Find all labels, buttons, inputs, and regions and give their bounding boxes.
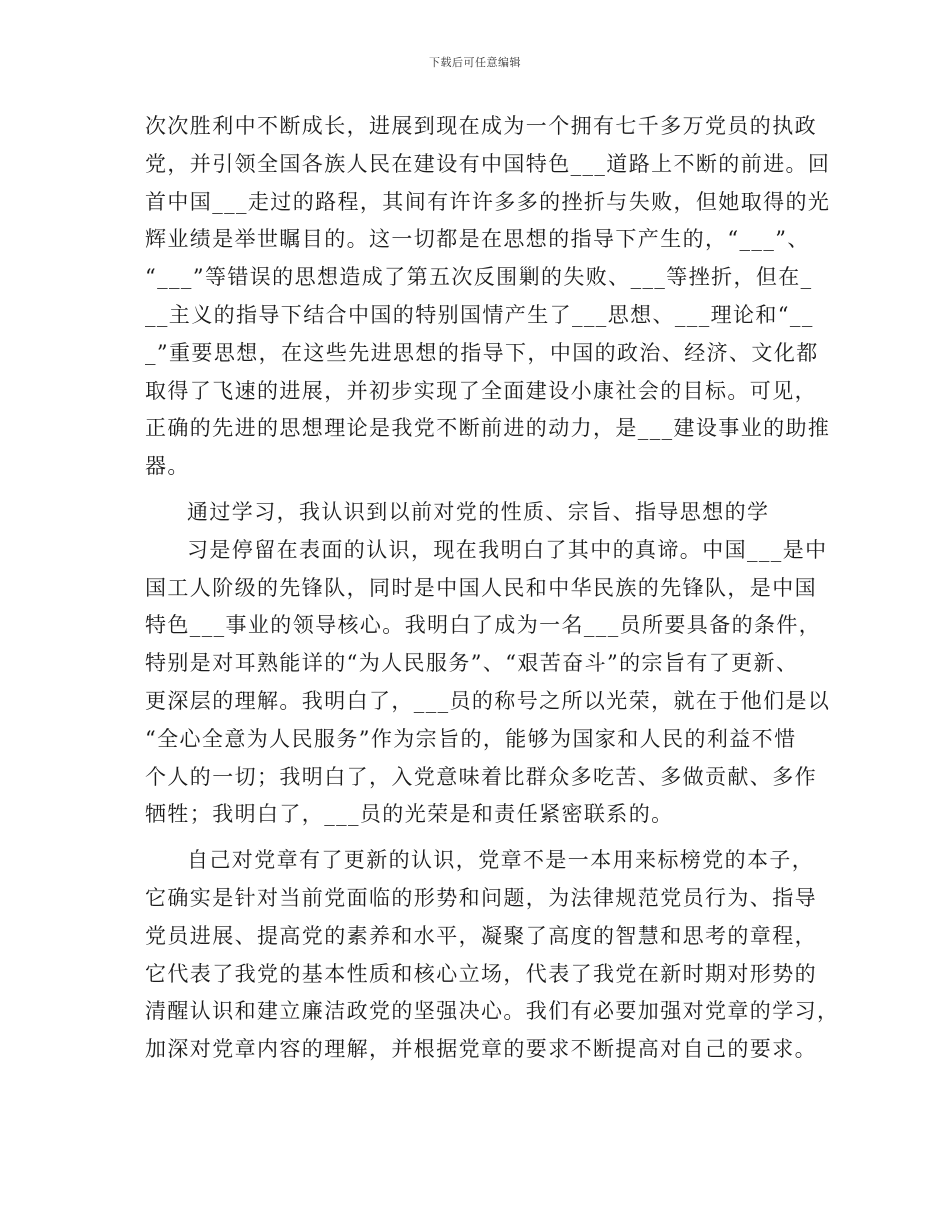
text-line: __主义的指导下结合中国的特别国情产生了___思想、___理论和“__ — [145, 302, 814, 327]
text-line: 党员进展、提高党的素养和水平，凝聚了高度的智慧和思考的章程， — [145, 923, 817, 948]
text-line: 通过学习，我认识到以前对党的性质、宗旨、指导思想的学 — [187, 499, 770, 524]
paragraph-4 — [145, 842, 840, 1069]
text-line: _”重要思想，在这些先进思想的指导下，中国的政治、经济、文化都 — [145, 340, 819, 365]
text-line: 特色___事业的领导核心。我明白了成为一名___员所要具备的条件， — [145, 613, 822, 638]
paragraph-1 — [145, 108, 831, 486]
paragraph-3 — [145, 532, 831, 834]
text-line: 取得了飞速的进展，并初步实现了全面建设小康社会的目标。可见， — [145, 378, 817, 403]
text-line: 党，并引领全国各族人民在建设有中国特色___道路上不断的前进。回 — [145, 151, 831, 176]
text-line: 个人的一切；我明白了，入党意味着比群众多吃苦、多做贡献、多作 — [145, 764, 817, 789]
text-line: 自己对党章有了更新的认识，党章不是一本用来标榜党的本子， — [187, 848, 815, 873]
text-line: 正确的先进的思想理论是我党不断前进的动力，是___建设事业的助推 — [145, 416, 831, 441]
text-line: 清醒认识和建立廉洁政党的坚强决心。我们有必要加强对党章的学习， — [145, 999, 840, 1024]
text-line: “全心全意为人民服务”作为宗旨的，能够为国家和人民的利益不惜 — [145, 726, 797, 751]
page-header-note: 下载后可任意编辑 — [429, 56, 521, 69]
text-line: 首中国___走过的路程，其间有许许多多的挫折与失败，但她取得的光 — [145, 189, 831, 214]
text-line: 它代表了我党的基本性质和核心立场，代表了我党在新时期对形势的 — [145, 961, 817, 986]
document-body — [145, 108, 840, 1069]
text-line: 更深层的理解。我明白了，___员的称号之所以光荣，就在于他们是以 — [145, 688, 831, 713]
text-line: 它确实是针对当前党面临的形势和问题，为法律规范党员行为、指导 — [145, 885, 817, 910]
text-line: 牺牲；我明白了，___员的光荣是和责任紧密联系的。 — [145, 802, 674, 827]
paragraph-2 — [145, 494, 825, 532]
text-line: 器。 — [145, 454, 190, 479]
text-line: “___”等错误的思想造成了第五次反围剿的失败、___等挫折，但在_ — [145, 265, 813, 290]
text-line: 次次胜利中不断成长，进展到现在成为一个拥有七千多万党员的执政 — [145, 114, 817, 138]
text-line: 国工人阶级的先锋队，同时是中国人民和中华民族的先锋队，是中国 — [145, 575, 817, 600]
text-line: 特别是对耳熟能详的“为人民服务”、“艰苦奋斗”的宗旨有了更新、 — [145, 651, 799, 676]
text-line: 加深对党章内容的理解，并根据党章的要求不断提高对自己的要求。 — [145, 1037, 817, 1062]
text-line: 辉业绩是举世瞩目的。这一切都是在思想的指导下产生的，“___”、 — [145, 227, 810, 252]
text-line: 习是停留在表面的认识，现在我明白了其中的真谛。中国___是中 — [187, 537, 828, 562]
